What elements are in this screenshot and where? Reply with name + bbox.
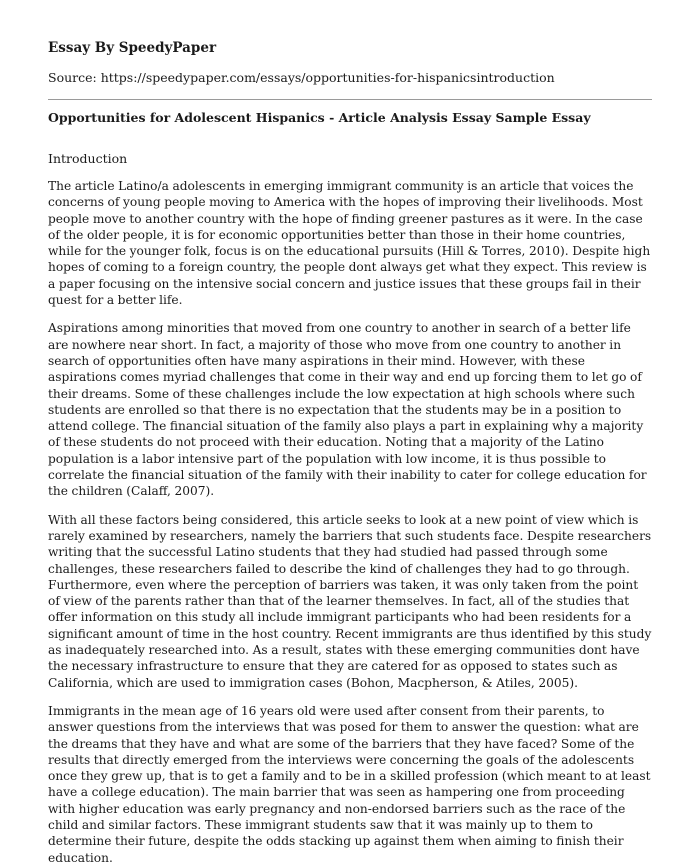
paragraph: The article Latino/a adolescents in emerging immigrant community is an article that voices the concerns of young people moving to America with the hopes of improving their livelihoods. Most people move to another country with the hope of finding greener pastures as it were. In the case of the older people, it is for economic opportunities better than those in their home countries, while for the younger folk, focus is on the educational pursuits (Hill & Torres, 2010). Despite high hopes of coming to a foreign country, the people dont always get what they expect. This review is a paper focusing on the intensive social concern and justice issues that these groups fail in their quest for a better life. <box>48 179 651 308</box>
paragraph: With all these factors being considered, this article seeks to look at a new point of view which is rarely examined by researchers, namely the barriers that such students face. Despite researchers writing that the successful Latino students that they had studied had passed through some challenges, these researchers failed to describe the kind of challenges they had to go through. Furthermore, even where the perception of barriers was taken, it was only taken from the point of view of the parents rather than that of the learner themselves. In fact, all of the studies that offer information on this study all include immigrant participants who had been residents for a significant amount of time in the host country. Recent immigrants are thus identified by this study as inadequately researched into. As a result, states with these emerging communities dont have the necessary infrastructure to ensure that they are catered for as opposed to states such as California, which are used to immigration cases (Bohon, Macpherson, & Atiles, 2005). <box>48 512 652 690</box>
header-divider <box>48 99 652 100</box>
source-line: Source: https://speedypaper.com/essays/opportunities-for-hispanicsintroduction <box>48 70 555 85</box>
essay-title: Opportunities for Adolescent Hispanics - Article Analysis Essay Sample Essay <box>48 110 591 125</box>
section-heading: Introduction <box>48 151 128 166</box>
site-title: Essay By SpeedyPaper <box>48 40 217 56</box>
paragraph: Aspirations among minorities that moved from one country to another in search of a better life are nowhere near short. In fact, a majority of those who move from one country to another in search of opportunities often have many aspirations in their mind. However, with these aspirations comes myriad challenges that come in their way and end up forcing them to let go of their dreams. Some of these challenges include the low expectation at high schools where such students are enrolled so that there is no expectation that the students may be in a position to attend college. The financial situation of the family also plays a part in explaining why a majority of these students do not proceed with their education. Noting that a majority of the Latino population is a labor intensive part of the population with low income, it is thus possible to correlate the financial situation of the family with their inability to cater for college education for the children (Calaff, 2007). <box>48 321 647 499</box>
paragraph: Immigrants in the mean age of 16 years old were used after consent from their parents, to answer questions from the interviews that was posed for them to answer the question: what are the dreams that they have and what are some of the barriers that they have faced? Some of the results that directly emerged from the interviews were concerning the goals of the adolescents once they grew up, that is to get a family and to be in a skilled profession (which meant to at least have a college education). The main barrier that was seen as hampering one from proceeding with higher education was early pregnancy and non-endorsed barriers such as the race of the child and similar factors. These immigrant students saw that it was mainly up to them to determine their future, despite the odds stacking up against them when aiming to finish their education. <box>48 703 651 865</box>
